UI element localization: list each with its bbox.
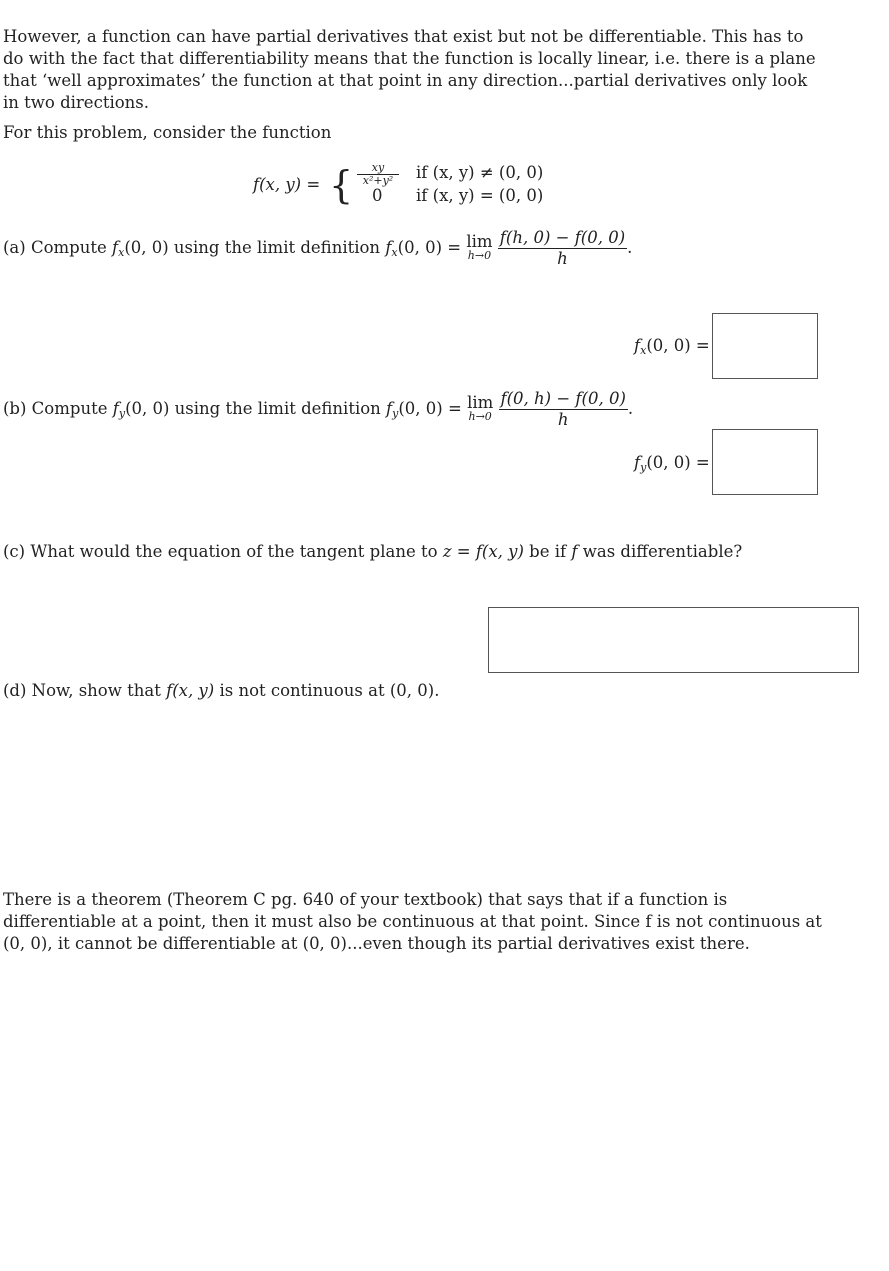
case2-condition: if (x, y) = (0, 0)	[416, 186, 544, 205]
part-b-fraction	[499, 389, 628, 430]
part-b-question: (b) Compute $f_y(0$, 0) using the limit definition $f_y(0$, 0) = lim h→0 $\frac{f(0, h) - f(0, 0)}{h}$ .	[3, 389, 634, 429]
part-a-lhs-end: (0, 0) =	[397, 238, 462, 257]
brace: {	[329, 163, 354, 207]
case1-fraction	[357, 162, 399, 187]
part-a-fraction	[498, 228, 627, 269]
part-b-limit: lim h→0	[467, 392, 494, 423]
part-b-label: (b) Compute	[3, 399, 108, 418]
function-lhs: f(x, y) =	[253, 175, 321, 194]
part-a-numerator: f(h, 0) − f(0, 0)	[499, 228, 626, 247]
part-b-lhs-end: (0, 0) =	[398, 399, 462, 418]
part-a-denominator: h	[557, 249, 568, 268]
part-a-label: (a) Compute	[3, 238, 107, 257]
case1-denominator: x²+y²	[362, 174, 394, 187]
part-b-numerator: f(0, h) − f(0, 0)	[500, 389, 626, 408]
case1-numerator: xy	[357, 162, 399, 175]
intro-paragraph: However, a function can have partial derivatives that exist but not be differentiable. This has to do with the fact that differentiability means that the function is locally linear, i.e. there is a plane that ‘well approximates’ the function at that point in any direction...partial derivatives only look in two directions.	[3, 27, 816, 112]
part-a-answer-label: $f_x(0$, 0) =	[634, 336, 710, 357]
part-b-mid: (0, 0) using the limit definition	[125, 399, 381, 418]
part-b-answer-label: $f_y(0$, 0) =	[634, 453, 710, 474]
part-b-answer-box[interactable]	[712, 429, 818, 495]
case2-expr: 0	[372, 186, 383, 205]
function-definition	[253, 160, 573, 210]
part-b-denominator: h	[557, 410, 569, 429]
part-a-limit: lim h→0	[466, 231, 493, 262]
part-a-answer-box[interactable]	[712, 313, 818, 379]
consider-text: For this problem, consider the function	[3, 123, 332, 142]
part-c-question: (c) What would the equation of the tangent plane to z = f(x, y) be if f was differentiable?	[3, 542, 743, 561]
case1-condition: if (x, y) ≠ (0, 0)	[416, 163, 544, 182]
closing-paragraph: There is a theorem (Theorem C pg. 640 of your textbook) that says that if a function is differentiable at a point, then it must also be continuous at that point. Since f is not continuous at (0, 0), it cannot be differentiable at (0, 0)...even though its partial derivatives exist there.	[3, 890, 822, 953]
part-a-question: (a) Compute $f_x(0$, 0) using the limit definition $f_x(0$, 0) = lim h→0 $\frac{f(h, 0) - f(0, 0)}{h}$ .	[3, 228, 633, 268]
part-c-answer-box[interactable]	[488, 607, 859, 673]
part-d-question: (d) Now, show that f(x, y) is not continuous at (0, 0).	[3, 681, 440, 700]
part-a-mid: (0, 0) using the limit definition	[124, 238, 381, 257]
